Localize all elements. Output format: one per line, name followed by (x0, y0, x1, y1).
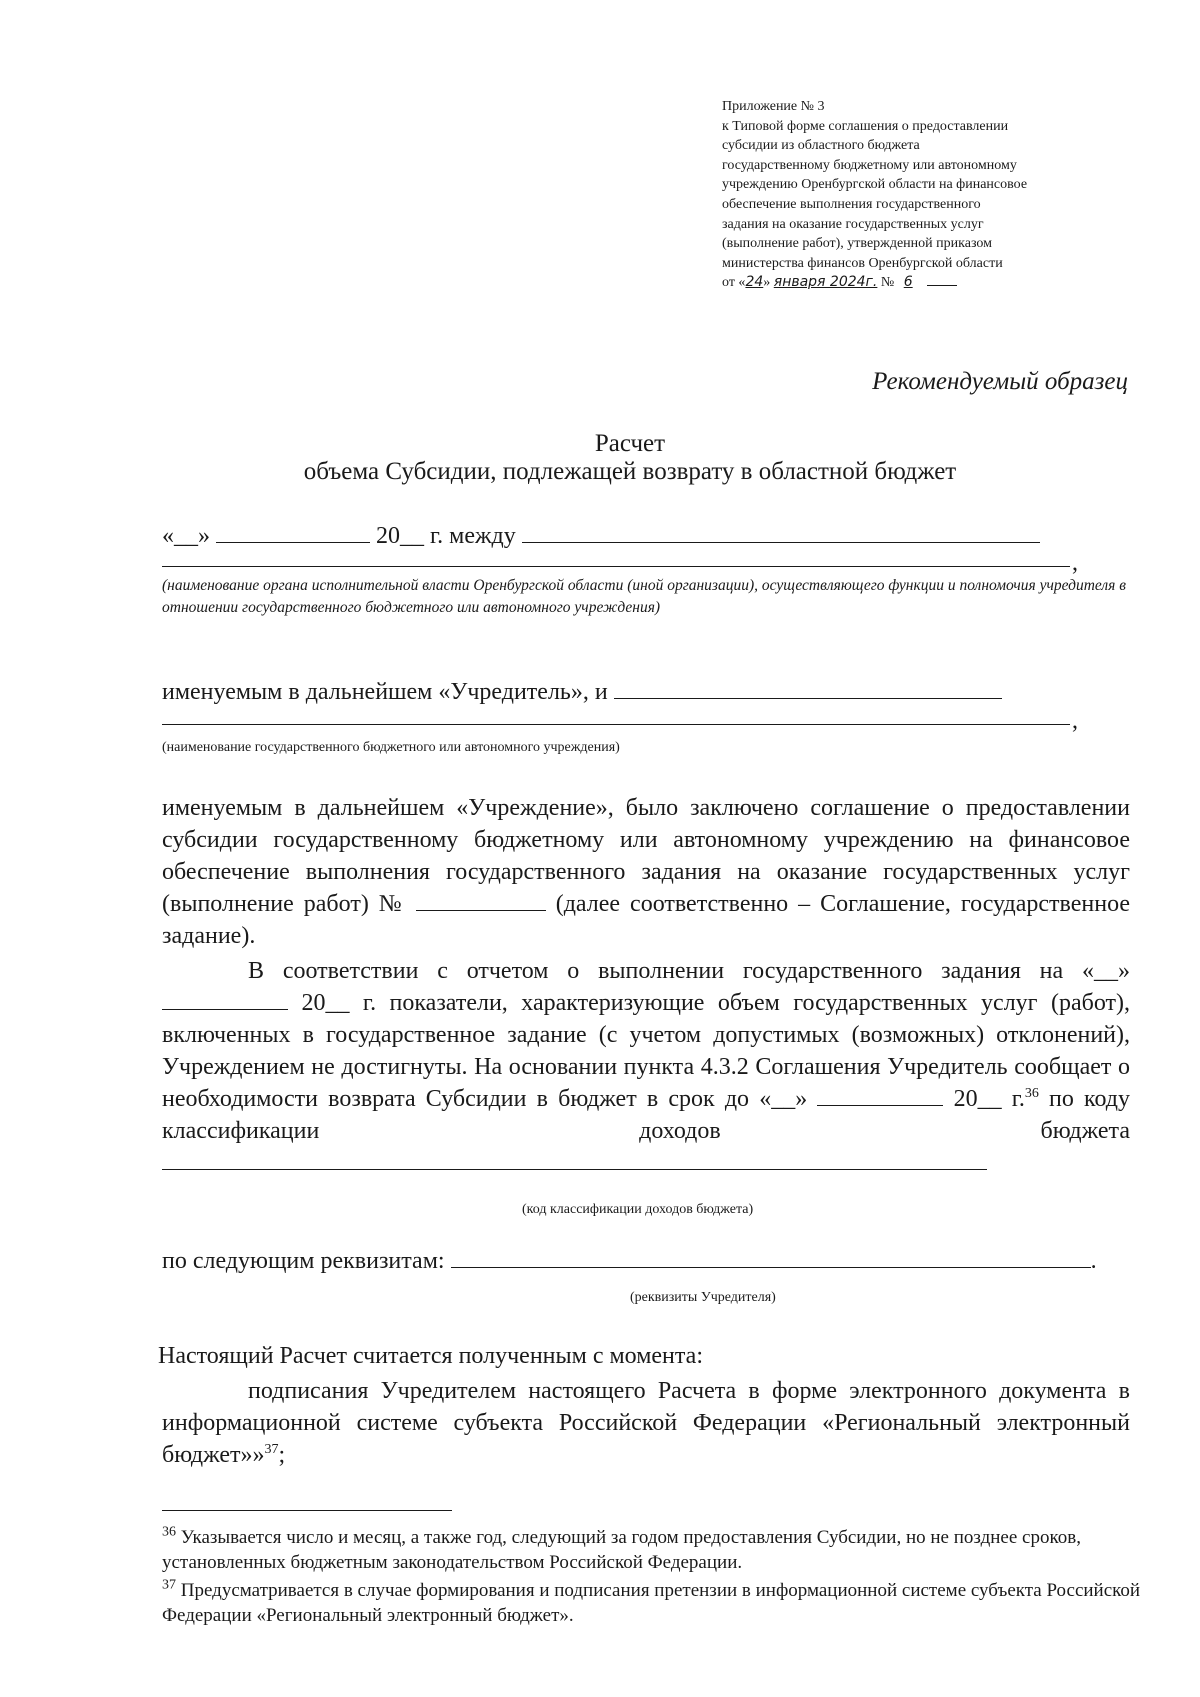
agreement-paragraph (162, 792, 1130, 952)
page-title: Расчет (594, 430, 666, 457)
received-line: Настоящий Расчет считается полученным с момента: (158, 1343, 703, 1369)
agreement-number-blank (416, 888, 546, 911)
annex-date-prefix: от « (722, 275, 746, 291)
report-part2: 20__ г. показатели, характеризующие объем государственных услуг (работ), включенных в государственное задание (с учетом допустимых (возможных) отклонений), Учреждением не достигнуты. На основании пункта 4.3.2 Соглашения Учредитель сообщает о необходимости возврата Субсидии в бюджет в срок до «__» (162, 990, 1130, 1112)
annex-date-day: 24 (745, 274, 764, 291)
annex-date-mid: » (763, 275, 771, 291)
deadline-month-blank (817, 1083, 943, 1106)
annex-number-underline (927, 273, 957, 286)
annex-line: министерства финансов Оренбургской области (722, 255, 1003, 271)
founder-named-line (162, 676, 1002, 706)
footnote-37 (162, 1578, 1142, 1628)
annex-note (722, 97, 1162, 293)
footnote-37-number: 37 (162, 1577, 176, 1593)
requisites-blank (451, 1245, 1091, 1268)
institution-blank-line (162, 724, 1070, 725)
footnote-37-text: Предусматривается в случае формирования и подписания претензии в информационной системе субъекта Российской Федерации «Региональный электронный бюджет». (162, 1580, 1141, 1626)
page-subtitle: объема Субсидии, подлежащей возврату в областной бюджет (303, 458, 957, 485)
report-month-blank (162, 987, 288, 1010)
institution-blank (614, 676, 1002, 699)
annex-line: обеспечение выполнения государственного (722, 196, 981, 212)
date-open: «__» (162, 523, 210, 549)
requisites-line: по следующим реквизитам: . (162, 1245, 1097, 1275)
annex-line: (выполнение работ), утвержденной приказом (722, 236, 992, 252)
date-line (162, 520, 1040, 550)
footnote-ref-36: 36 (1024, 1086, 1039, 1101)
institution-caption: (наименование государственного бюджетного или автономного учреждения) (162, 740, 620, 755)
annex-number-prefix: № (880, 275, 895, 291)
date-year: 20__ г. между (376, 523, 516, 549)
annex-date-line (722, 273, 1162, 293)
annex-line: к Типовой форме соглашения о предоставлении (722, 118, 1009, 134)
requisites-caption: (реквизиты Учредителя) (630, 1290, 776, 1305)
report-part4: по коду классификации доходов бюджета (162, 1086, 1131, 1144)
received-item-end: ; (278, 1442, 286, 1468)
code-caption: (код классификации доходов бюджета) (522, 1202, 754, 1217)
date-month-blank (216, 520, 370, 543)
requisites-label: по следующим реквизитам: (162, 1248, 445, 1274)
founder-blank-line (162, 566, 1070, 567)
agreement-tail: (далее соответственно – Соглашение, государственное задание). (162, 891, 1131, 949)
footnote-separator (162, 1510, 452, 1511)
founder-blank (522, 520, 1040, 543)
report-part1: В соответствии с отчетом о выполнении государственного задания на «__» (248, 958, 1130, 984)
annex-line: учреждению Оренбургской области на финансовое (722, 177, 1028, 193)
received-item (162, 1375, 1130, 1471)
annex-date-month-year: января 2024г. (773, 274, 878, 291)
code-blank (162, 1147, 987, 1170)
annex-line: задания на оказание государственных услуг (722, 216, 984, 232)
footnote-36-text: Указывается число и месяц, а также год, следующий за годом предоставления Субсидии, но не позднее сроков, установленных бюджетным законодательством Российской Федерации. (162, 1527, 1081, 1573)
report-paragraph (162, 955, 1130, 1179)
annex-line: субсидии из областного бюджета (722, 138, 920, 154)
agreement-text: именуемым в дальнейшем «Учреждение», было заключено соглашение о предоставлении субсидии государственному бюджетному или автономному учреждению на финансовое обеспечение выполнения государственного задания на оказание государственных услуг (выполнение работ) № (162, 795, 1130, 917)
report-part3: 20__ г. (953, 1086, 1025, 1112)
annex-line: государственному бюджетному или автономному (722, 157, 1017, 173)
comma: , (1072, 708, 1078, 734)
founder-caption: (наименование органа исполнительной власти Оренбургской области (иной организации), осуществляющего функции и полномочия учредителя в отношении государственного бюджетного или автономного учреждения) (162, 577, 1126, 616)
footnote-36 (162, 1525, 1142, 1575)
founder-named: именуемым в дальнейшем «Учредитель», и (162, 679, 608, 705)
sample-label: Рекомендуемый образец (872, 368, 1128, 395)
received-item-text: подписания Учредителем настоящего Расчета в форме электронного документа в информационной системе субъекта Российской Федерации «Региональный электронный бюджет»» (162, 1378, 1130, 1468)
footnote-ref-37: 37 (264, 1442, 279, 1457)
annex-line: Приложение № 3 (722, 99, 825, 114)
annex-number: 6 (903, 274, 913, 291)
footnote-36-number: 36 (162, 1524, 176, 1540)
comma: , (1072, 550, 1078, 576)
